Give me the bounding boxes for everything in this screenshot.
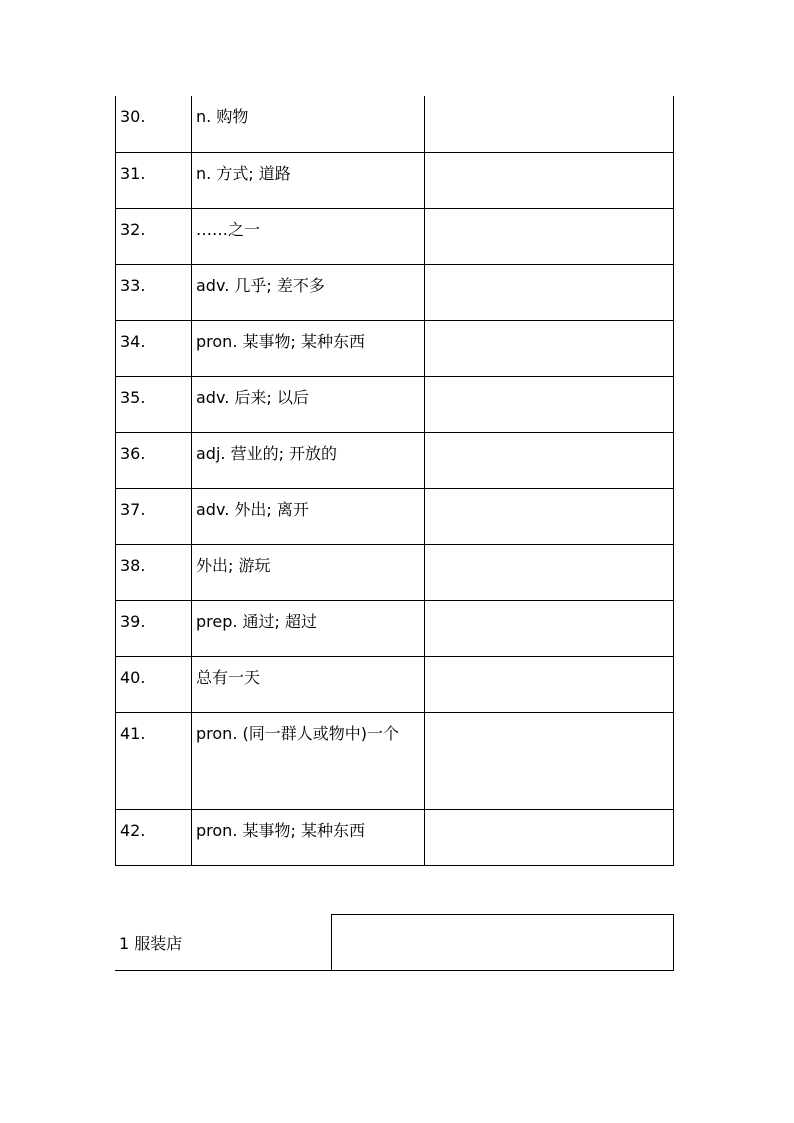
item-number: 36. [116,432,192,488]
answer-cell[interactable] [425,488,674,544]
chinese-meaning: n. 方式; 道路 [192,152,425,208]
chinese-meaning: 总有一天 [192,656,425,712]
item-number: 37. [116,488,192,544]
answer-cell[interactable] [331,915,673,971]
chinese-meaning: adv. 几乎; 差不多 [192,264,425,320]
item-number: 32. [116,208,192,264]
chinese-meaning: adv. 外出; 离开 [192,488,425,544]
answer-cell[interactable] [425,544,674,600]
table-row [116,712,674,809]
table-row [116,96,674,152]
table-row [116,809,674,865]
table-row [116,656,674,712]
chinese-meaning: 外出; 游玩 [192,544,425,600]
answer-cell[interactable] [425,432,674,488]
table-row [116,432,674,488]
answer-cell[interactable] [425,376,674,432]
vocabulary-table [115,96,674,866]
table-row [115,915,673,971]
answer-cell[interactable] [425,208,674,264]
item-number: 41. [116,712,192,809]
table-row [116,544,674,600]
table-row [116,264,674,320]
item-number: 38. [116,544,192,600]
answer-cell[interactable] [425,152,674,208]
answer-cell[interactable] [425,320,674,376]
chinese-meaning: pron. 某事物; 某种东西 [192,320,425,376]
phrase-table [115,914,674,971]
table-row [116,152,674,208]
item-number: 33. [116,264,192,320]
item-number: 34. [116,320,192,376]
table-row [116,208,674,264]
chinese-meaning: adv. 后来; 以后 [192,376,425,432]
answer-cell[interactable] [425,809,674,865]
item-number: 42. [116,809,192,865]
item-number: 35. [116,376,192,432]
answer-cell[interactable] [425,96,674,152]
chinese-meaning: adj. 营业的; 开放的 [192,432,425,488]
chinese-meaning: n. 购物 [192,96,425,152]
table-row [116,488,674,544]
item-number: 31. [116,152,192,208]
table-row [116,320,674,376]
answer-cell[interactable] [425,600,674,656]
phrase-prompt: 1 服装店 [115,915,331,971]
chinese-meaning: pron. 某事物; 某种东西 [192,809,425,865]
answer-cell[interactable] [425,712,674,809]
chinese-meaning: pron. (同一群人或物中)一个 [192,712,425,809]
answer-cell[interactable] [425,264,674,320]
answer-cell[interactable] [425,656,674,712]
item-number: 40. [116,656,192,712]
item-number: 30. [116,96,192,152]
table-row [116,600,674,656]
chinese-meaning: ……之一 [192,208,425,264]
chinese-meaning: prep. 通过; 超过 [192,600,425,656]
item-number: 39. [116,600,192,656]
table-row [116,376,674,432]
